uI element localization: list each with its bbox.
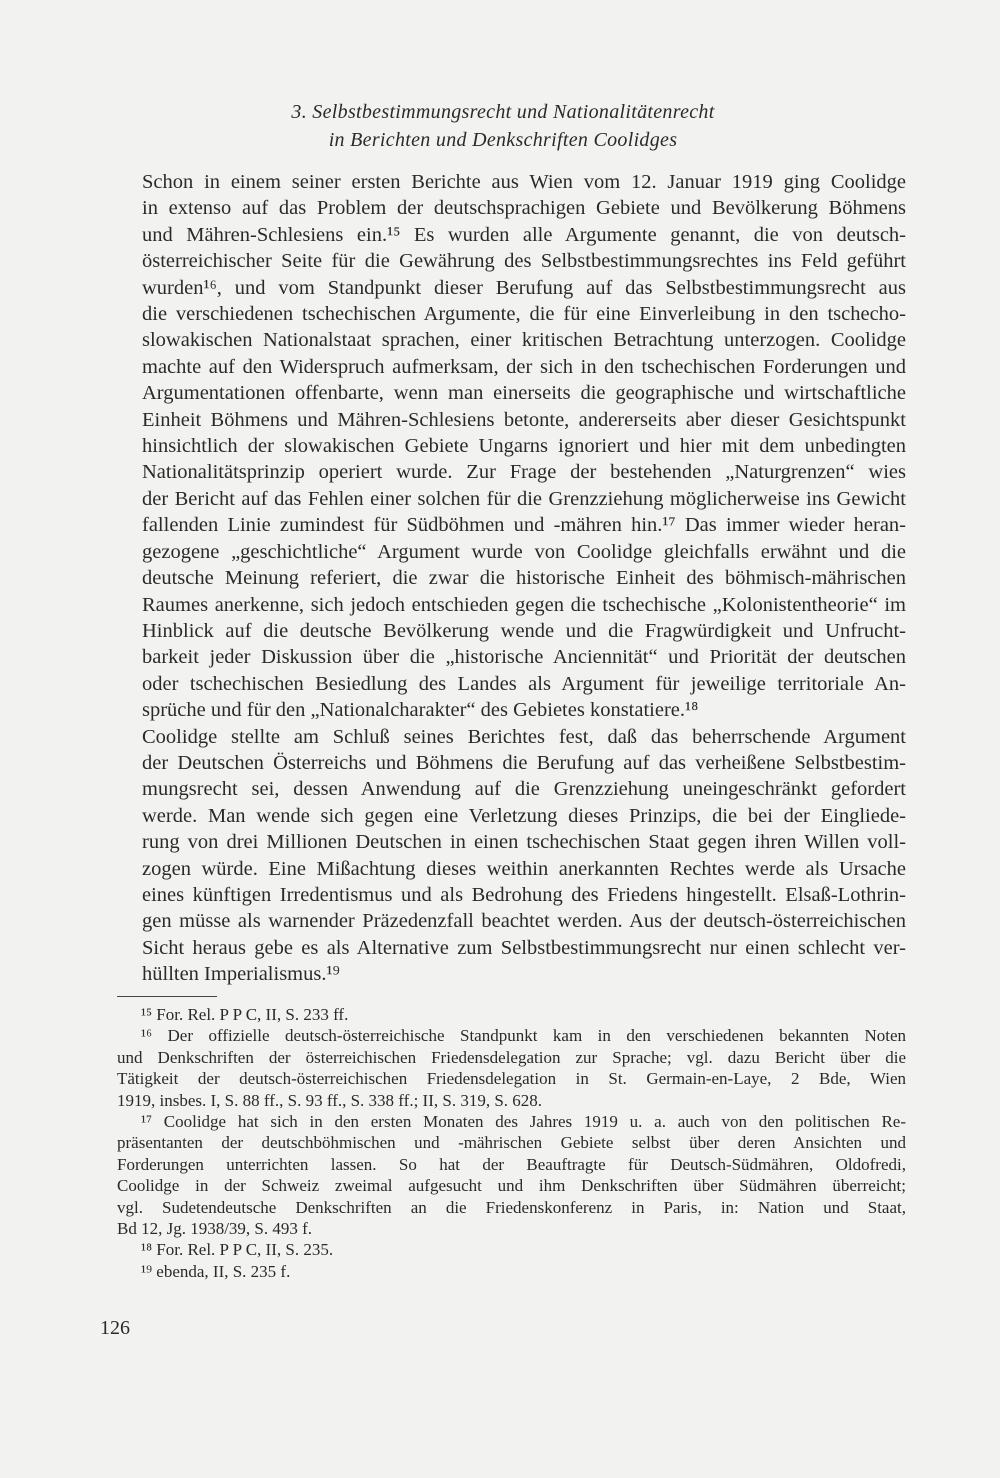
text-line: in extenso auf das Problem der deutschsprachigen Gebiete und Bevölkerung Böhmens [142,197,906,220]
text-line: und Mähren-Schlesiens ein.¹⁵ Es wurden alle Argumente genannt, die von deutsch- [142,223,906,246]
text-line: werde. Man wende sich gegen eine Verletzung dieses Prinzips, die bei der Eingliede- [142,804,906,827]
text-line: gezogene „geschichtliche“ Argument wurde von Coolidge gleichfalls erwähnt und die [142,540,906,563]
text-line: Argumentationen offenbarte, wenn man einerseits die geographische und wirtschaftliche [142,382,906,405]
text-line: sprüche und für den „Nationalcharakter“ des Gebietes konstatiere.¹⁸ [142,699,699,722]
text-line: fallenden Linie zumindest für Südböhmen und -mähren hin.¹⁷ Das immer wieder heran- [142,514,906,537]
footnote-16 [117,1025,906,1111]
section-heading [100,98,906,154]
text-line: wurden¹⁶, und vom Standpunkt dieser Berufung auf das Selbstbestimmungsrecht aus [142,276,906,299]
text-line: Hinblick auf die deutsche Bevölkerung wende und die Fragwürdigkeit und Unfrucht- [142,619,906,642]
text-line: machte auf den Widerspruch aufmerksam, der sich in den tschechischen Forderungen und [142,355,906,378]
footnote-18 [117,1239,906,1260]
footnote-line: vgl. Sudetendeutsche Denkschriften an die Friedenskonferenz in Paris, in: Nation und Staat, [117,1197,906,1217]
text-line: Raumes anerkenne, sich jedoch entschieden gegen die tschechische „Kolonistentheorie“ im [142,593,906,616]
page-number: 126 [100,1317,130,1339]
text-line: Nationalitätsprinzip operiert wurde. Zur Frage der bestehenden „Naturgrenzen“ wies [142,461,906,484]
footnote-line: ¹⁸ For. Rel. P P C, II, S. 235. [141,1240,334,1260]
footnote-line: Bd 12, Jg. 1938/39, S. 493 f. [117,1219,313,1239]
text-line: mungsrecht sei, dessen Anwendung auf die Grenzziehung uneingeschränkt gefordert [142,778,906,801]
footnote-line: und Denkschriften der österreichischen Friedensdelegation zur Sprache; vgl. dazu Bericht über die [117,1047,906,1067]
footnote-line: Forderungen unterrichten lassen. So hat der Beauftragte für Deutsch-Südmähren, Oldofredi, [117,1154,906,1174]
text-line: gen müsse als warnender Präzedenzfall beachtet werden. Aus der deutsch-österreichischen [142,910,906,933]
footnote-line: ¹⁷ Coolidge hat sich in den ersten Monaten des Jahres 1919 u. a. auch von den politischen Re- [141,1112,906,1132]
footnote-15 [117,1004,906,1025]
footnotes [117,1004,906,1282]
text-line: rung von drei Millionen Deutschen in einen tschechischen Staat gegen ihren Willen voll- [142,831,906,854]
footnote-divider [117,996,217,997]
heading-line-1: 3. Selbstbestimmungsrecht und Nationalitätenrecht [291,101,715,123]
text-line: der Bericht auf das Fehlen einer solchen für die Grenzziehung möglicherweise ins Gewicht [142,487,906,510]
text-line: oder tschechischen Besiedlung des Landes als Argument für jeweilige territoriale An- [142,672,906,695]
heading-line-2: in Berichten und Denkschriften Coolidges [328,129,678,151]
footnote-line: ¹⁶ Der offizielle deutsch-österreichische Standpunkt kam in den verschiedenen bekannten Noten [141,1026,906,1046]
text-line: slowakischen Nationalstaat sprachen, einer kritischen Betrachtung unterzogen. Coolidge [142,329,906,352]
text-line: Coolidge stellte am Schluß seines Berichtes fest, daß das beherrschende Argument [142,725,906,748]
body-text [117,169,906,988]
footnote-17 [117,1111,906,1239]
text-line: der Deutschen Österreichs und Böhmens die Berufung auf das verheißene Selbstbestim- [142,751,906,774]
text-line: barkeit jeder Diskussion über die „historische Anciennität“ und Priorität der deutschen [142,646,906,669]
text-line: Einheit Böhmens und Mähren-Schlesiens betonte, andererseits aber dieser Gesichtspunkt [142,408,906,431]
footnote-line: Coolidge in der Schweiz zweimal aufgesucht und ihm Denkschriften über Südmähren überreicht; [117,1176,906,1196]
text-line: hüllten Imperialismus.¹⁹ [142,963,340,986]
footnote-line: ¹⁹ ebenda, II, S. 235 f. [141,1261,291,1281]
text-line: hinsichtlich der slowakischen Gebiete Ungarns ignoriert und hier mit dem unbedingten [142,435,906,458]
text-line: die verschiedenen tschechischen Argumente, die für eine Einverleibung in den tschecho- [142,303,906,326]
footnote-line: präsentanten der deutschböhmischen und -mährischen Gebiete selbst über deren Ansichten und [117,1133,906,1153]
paragraph-2 [117,724,906,988]
footnote-line: 1919, insbes. I, S. 88 ff., S. 93 ff., S. 338 ff.; II, S. 319, S. 628. [117,1090,543,1110]
footnote-line: Tätigkeit der deutsch-österreichischen Friedensdelegation in St. Germain-en-Laye, 2 Bde, Wien [117,1069,906,1089]
text-line: eines künftigen Irredentismus und als Bedrohung des Friedens hingestellt. Elsaß-Lothrin- [142,883,906,906]
paragraph-1 [117,169,906,724]
text-line: zogen würde. Eine Mißachtung dieses weithin anerkannten Rechtes werde als Ursache [142,857,906,880]
text-line: österreichischer Seite für die Gewährung des Selbstbestimmungsrechtes ins Feld geführt [142,250,906,273]
text-line: Sicht heraus gebe es als Alternative zum Selbstbestimmungsrecht nur einen schlecht ver- [142,936,906,959]
text-line: Schon in einem seiner ersten Berichte aus Wien vom 12. Januar 1919 ging Coolidge [142,171,906,193]
text-line: deutsche Meinung referiert, die zwar die historische Einheit des böhmisch-mährischen [142,567,906,590]
footnote-line: ¹⁵ For. Rel. P P C, II, S. 233 ff. [141,1005,349,1024]
footnote-19 [117,1261,906,1282]
